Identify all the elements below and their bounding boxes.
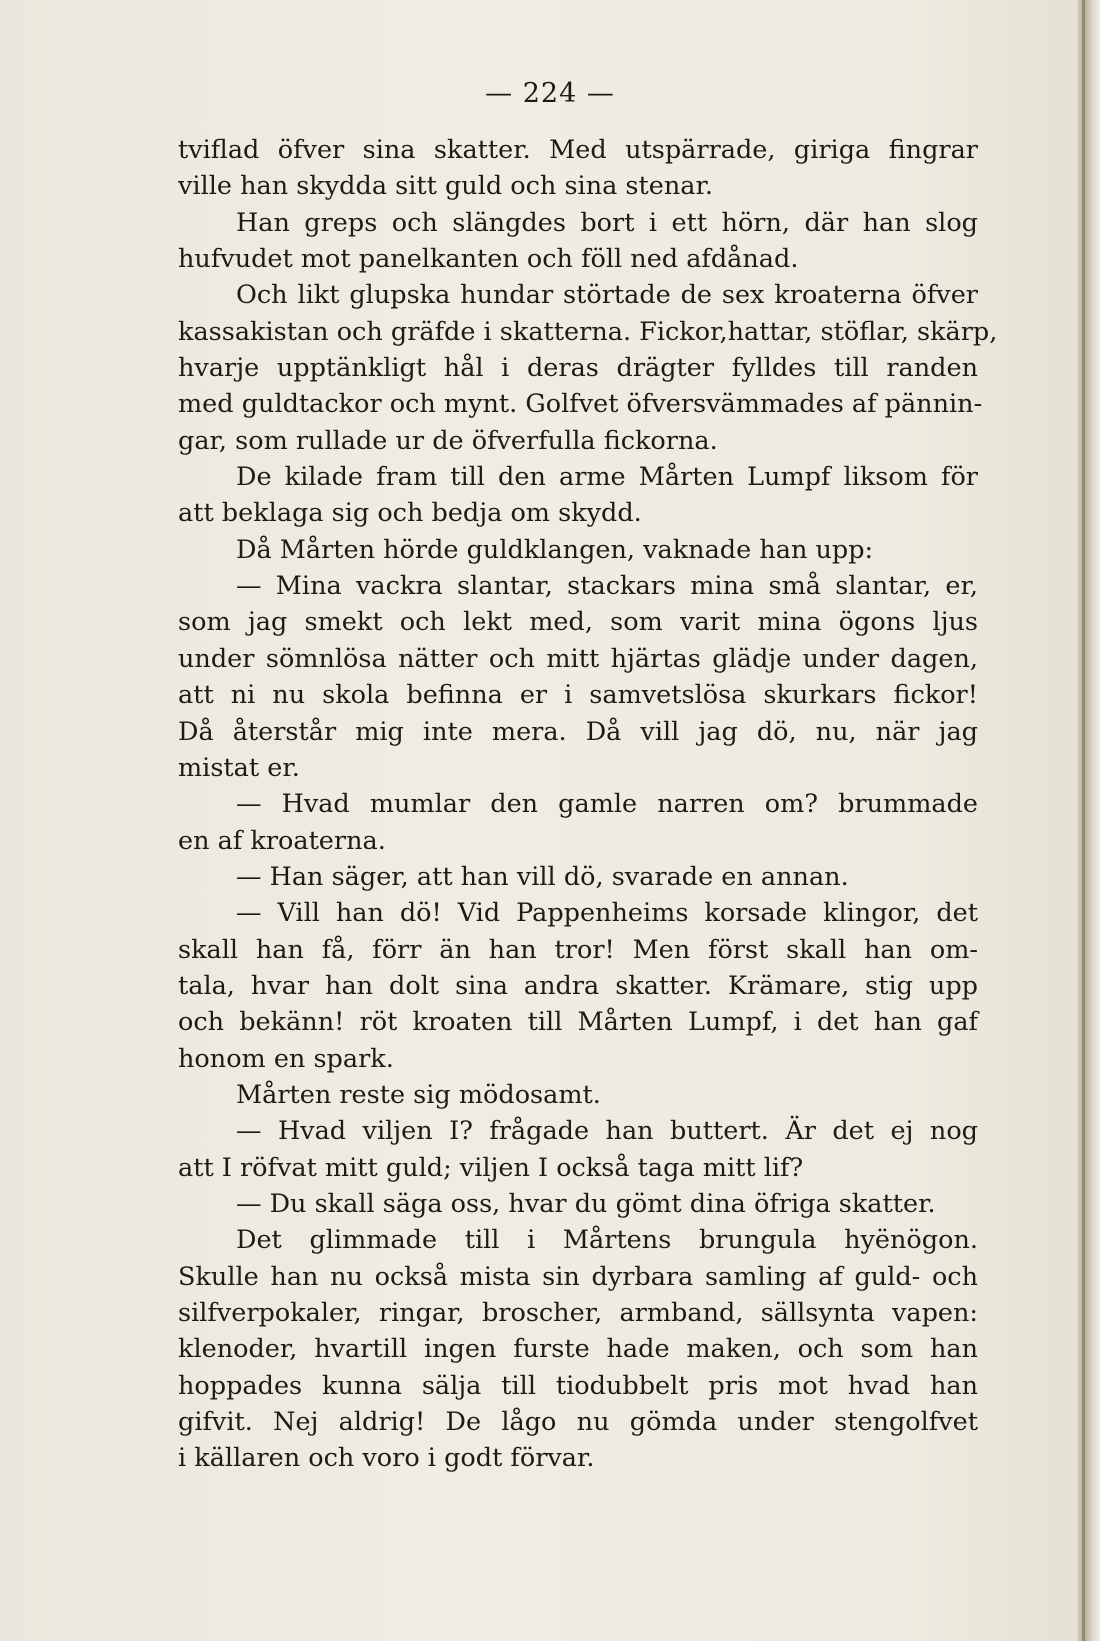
text-line: en af kroaterna.: [178, 825, 386, 856]
text-line: hoppades kunna sälja till tiodubbelt pris mot hvad han: [178, 1370, 978, 1401]
text-line: med guldtackor och mynt. Golfvet öfversvämmades af pännin-: [178, 389, 983, 420]
text-line: att I röfvat mitt guld; viljen I också taga mitt lif?: [178, 1152, 804, 1183]
text-line: honom en spark.: [178, 1043, 394, 1074]
text-line: gifvit. Nej aldrig! De lågo nu gömda under stengolfvet: [178, 1407, 978, 1438]
text-line: i källaren och voro i godt förvar.: [178, 1443, 595, 1474]
text-line: Då Mårten hörde guldklangen, vaknade han upp:: [236, 534, 874, 565]
text-line: att ni nu skola befinna er i samvetslösa skurkars fickor!: [178, 680, 978, 711]
text-line: och bekänn! röt kroaten till Mårten Lumpf, i det han gaf: [178, 1007, 978, 1038]
text-line: mistat er.: [178, 752, 300, 783]
text-line: hvarje upptänkligt hål i deras drägter fylldes till randen: [178, 353, 978, 384]
text-line: Och likt glupska hundar störtade de sex kroaterna öfver: [236, 280, 978, 311]
text-line: De kilade fram till den arme Mårten Lumpf liksom för: [236, 462, 978, 493]
text-line: — Vill han dö! Vid Pappenheims korsade klingor, det: [236, 898, 978, 929]
text-line: som jag smekt och lekt med, som varit mina ögons ljus: [178, 607, 978, 638]
text-line: — Han säger, att han vill dö, svarade en annan.: [236, 861, 849, 892]
text-line: under sömnlösa nätter och mitt hjärtas glädje under dagen,: [178, 643, 978, 674]
text-line: Skulle han nu också mista sin dyrbara samling af guld- och: [178, 1261, 978, 1292]
text-line: tviflad öfver sina skatter. Med utspärrade, giriga fingrar: [178, 135, 978, 165]
text-line: Det glimmade till i Mårtens brungula hyënögon.: [236, 1225, 978, 1256]
text-line: ville han skydda sitt guld och sina stenar.: [178, 171, 713, 202]
text-line: Han greps och slängdes bort i ett hörn, där han slog: [236, 207, 978, 238]
text-line: kassakistan och gräfde i skatterna. Fickor,hattar, stöflar, skärp,: [178, 316, 998, 347]
text-line: — Hvad mumlar den gamle narren om? brummade: [236, 789, 978, 820]
text-line: — Du skall säga oss, hvar du gömt dina öfriga skatter.: [236, 1188, 936, 1219]
gutter-edge-line: [1082, 0, 1085, 1641]
text-line: Mårten reste sig mödosamt.: [236, 1079, 601, 1110]
text-line: skall han få, förr än han tror! Men först skall han om-: [178, 934, 978, 965]
text-line: klenoder, hvartill ingen furste hade maken, och som han: [178, 1334, 978, 1365]
text-line: — Mina vackra slantar, stackars mina små slantar, er,: [236, 571, 978, 602]
text-line: tala, hvar han dolt sina andra skatter. Krämare, stig upp: [178, 970, 978, 1001]
text-line: hufvudet mot panelkanten och föll ned afdånad.: [178, 244, 799, 275]
text-line: att beklaga sig och bedja om skydd.: [178, 498, 642, 529]
text-line: Då återstår mig inte mera. Då vill jag dö, nu, när jag: [178, 716, 978, 747]
text-line: gar, som rullade ur de öfverfulla fickorna.: [178, 425, 718, 456]
page-number: — 224 —: [485, 78, 615, 109]
text-line: — Hvad viljen I? frågade han buttert. Är det ej nog: [236, 1116, 978, 1147]
text-line: silfverpokaler, ringar, broscher, armband, sällsynta vapen:: [178, 1298, 978, 1328]
body-text: [178, 132, 998, 1477]
